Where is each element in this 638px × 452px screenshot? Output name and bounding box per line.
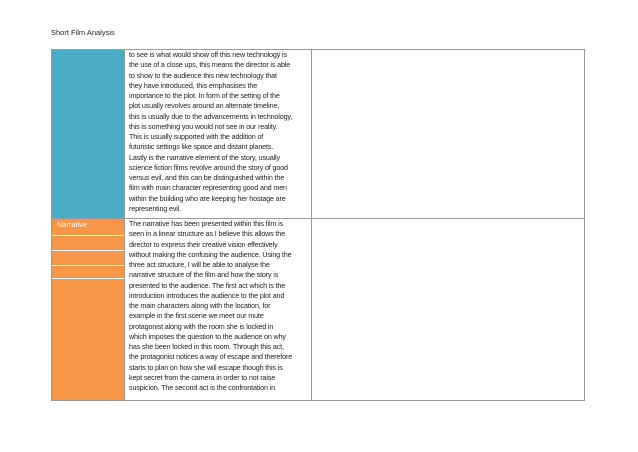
text-line: they have introduced, this emphasises the <box>129 80 258 90</box>
text-line: seen in a linear structure as I believe this allows the <box>129 229 285 239</box>
analysis-paragraph <box>125 219 311 393</box>
text-line: kept secret from the camera in order to not raise <box>129 372 276 382</box>
text-line: narrative structure of the film and how the story is <box>129 270 279 280</box>
empty-cell <box>312 50 585 219</box>
analysis-text-cell <box>125 219 312 401</box>
text-line: the use of a close ups, this means the director is able <box>129 60 291 70</box>
cell-divider <box>52 250 124 251</box>
category-cell-narrative <box>52 219 125 401</box>
text-line: film with main character representing good and men <box>129 183 287 193</box>
text-line: importance to the plot. In form of the setting of the <box>129 91 280 100</box>
category-label <box>52 50 124 51</box>
empty-cell <box>312 219 585 401</box>
text-line: the protagonist notices a way of escape and therefore <box>129 352 293 362</box>
text-line: starts to plan on how she will escape though this is <box>129 362 283 372</box>
category-label: Narrative <box>57 220 87 229</box>
text-line: futuristic settings like space and distant planets. <box>129 142 274 152</box>
text-line: the main characters along with the location, for <box>129 301 271 310</box>
text-line: versus evil, and this can be distinguished within the <box>129 173 285 182</box>
text-line: example in the first scene we meet our mute <box>129 311 264 321</box>
text-line: has she been locked in this room. Through this act, <box>129 342 284 351</box>
cell-divider <box>52 278 124 279</box>
text-line: protagonist along with the room she is locked in <box>129 321 274 331</box>
text-line: introduction introduces the audience to the plot and <box>129 290 285 300</box>
text-line: suspicion. The second act is the confrontation in <box>129 383 275 392</box>
analysis-paragraph <box>125 50 311 214</box>
text-line: to show to the audience this new technology that <box>129 70 277 80</box>
cell-divider <box>52 265 124 266</box>
text-line: presented to the audience. The first act which is the <box>129 280 286 290</box>
text-line: The narrative has been presented within this film is <box>129 219 283 228</box>
text-line: plot usually revolves around an alternate timeline, <box>129 101 280 111</box>
document-header: Short Film Analysis <box>51 28 115 37</box>
text-line: representing evil. <box>129 203 182 213</box>
text-line: Lastly is the narrative element of the story, usually <box>129 152 280 162</box>
analysis-text-cell <box>125 50 312 219</box>
text-line: which imposes the question to the audience on why <box>129 331 286 341</box>
cell-divider <box>52 235 124 236</box>
category-cell-blue <box>52 50 125 219</box>
text-line: to see is what would show off this new technology is <box>129 50 287 59</box>
table-row <box>52 50 585 219</box>
text-line: director to express their creative vision effectively <box>129 239 278 249</box>
text-line: This is usually supported with the addition of <box>129 132 264 141</box>
text-line: this is something you would not see in our reality. <box>129 121 278 131</box>
text-line: three act structure, I will be able to analyse the <box>129 260 270 269</box>
table-row <box>52 219 585 401</box>
text-line: without making the confusing the audience. Using the <box>129 249 292 259</box>
analysis-table <box>51 49 585 401</box>
text-line: within the building who are keeping her hostage are <box>129 193 286 203</box>
text-line: this is usually due to the advancements in technology, <box>129 111 293 121</box>
text-line: science fiction films revolve around the story of good <box>129 162 288 172</box>
